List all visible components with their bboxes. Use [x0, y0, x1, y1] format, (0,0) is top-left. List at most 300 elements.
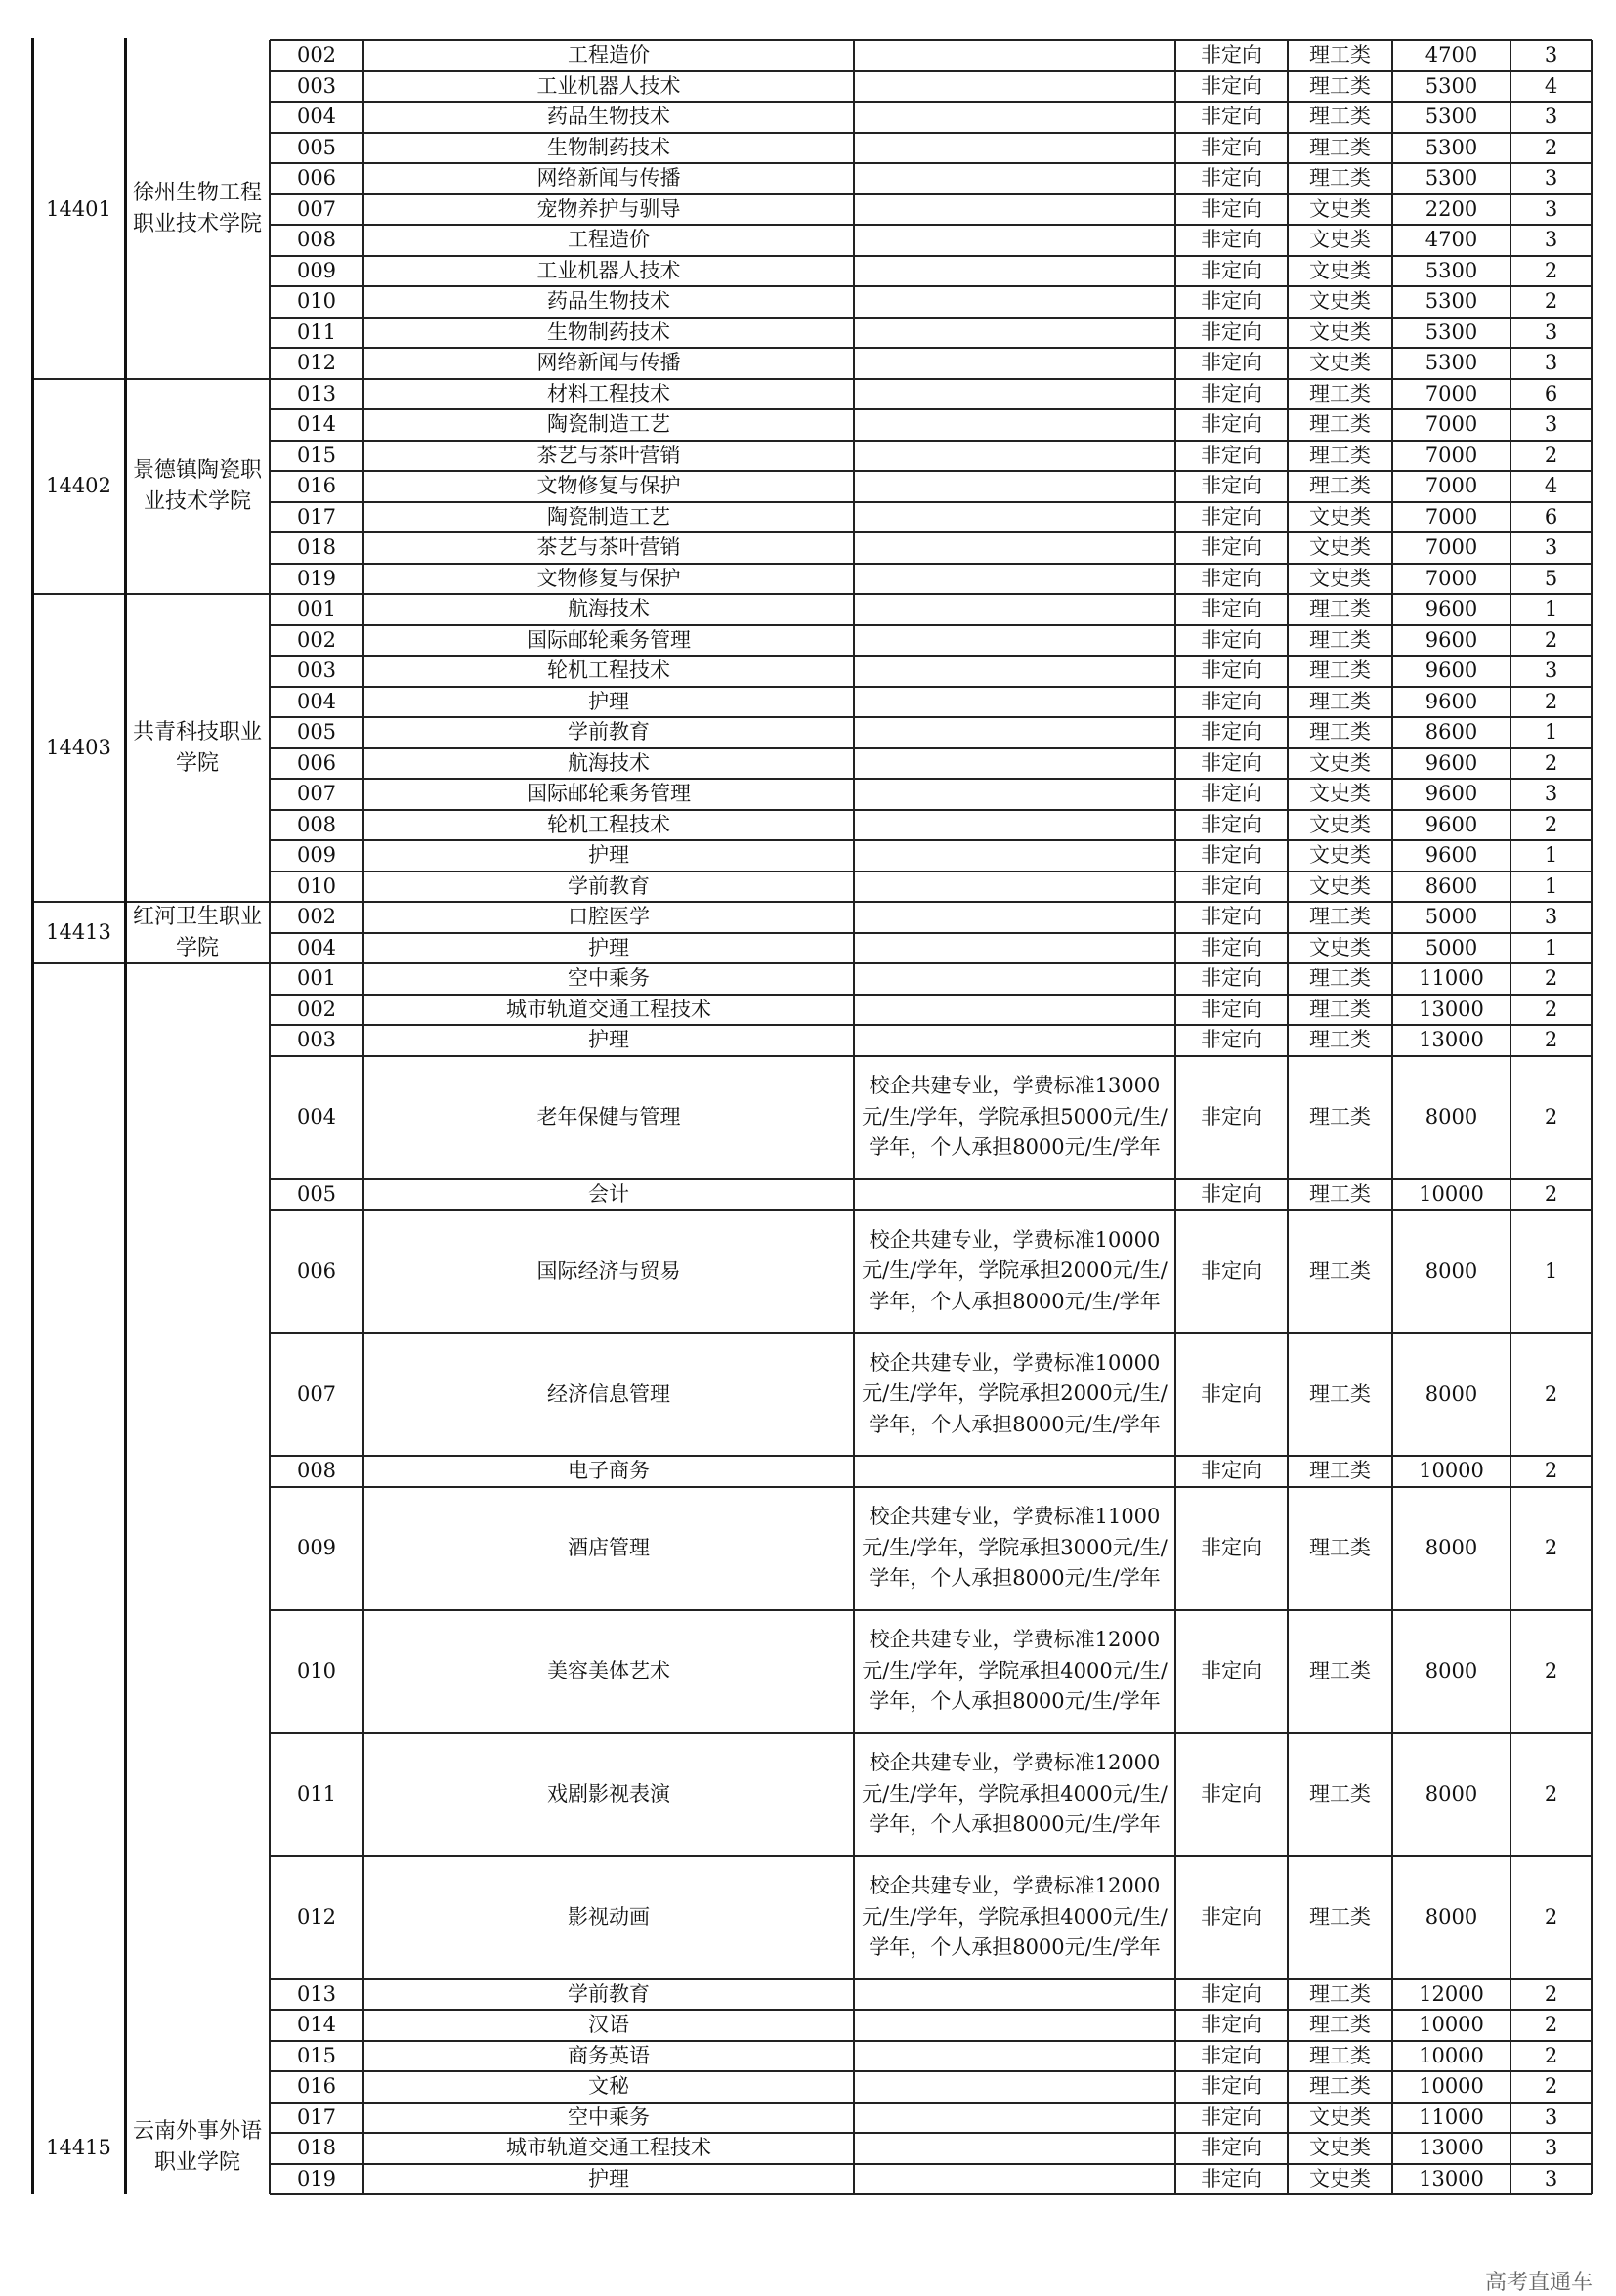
direction-cell: 非定向 [1201, 2136, 1262, 2160]
plan-count-cell: 3 [1544, 2166, 1558, 2190]
major-code-cell: 018 [296, 535, 337, 560]
category-cell: 理工类 [1309, 1536, 1371, 1559]
direction-cell: 非定向 [1201, 2166, 1262, 2190]
category-cell: 理工类 [1309, 1981, 1371, 2006]
direction-cell: 非定向 [1201, 659, 1262, 683]
major-code-cell: 016 [296, 474, 337, 498]
major-name-cell: 护理 [588, 689, 629, 713]
direction-cell: 非定向 [1201, 1459, 1262, 1483]
major-note-cell: 校企共建专业，学费标准10000元/生/学年，学院承担2000元/生/学年，个人承担8000元/生/学年 [862, 1227, 1168, 1313]
tuition-cell: 7000 [1425, 381, 1478, 405]
major-code-cell: 007 [296, 196, 337, 221]
category-cell: 理工类 [1309, 166, 1371, 191]
major-name-cell: 航海技术 [568, 597, 650, 621]
category-cell: 理工类 [1309, 443, 1371, 467]
major-name-cell: 护理 [588, 1028, 629, 1052]
category-cell: 文史类 [1309, 289, 1371, 314]
major-name-cell: 轮机工程技术 [547, 812, 670, 836]
direction-cell: 非定向 [1201, 258, 1262, 282]
plan-count-cell: 1 [1544, 843, 1558, 868]
plan-count-cell: 1 [1544, 935, 1558, 959]
direction-cell: 非定向 [1201, 750, 1262, 775]
tuition-cell: 5300 [1425, 289, 1478, 314]
direction-cell: 非定向 [1201, 782, 1262, 806]
direction-cell: 非定向 [1201, 73, 1262, 98]
category-cell: 理工类 [1309, 720, 1371, 744]
plan-count-cell: 3 [1544, 905, 1558, 929]
plan-count-cell: 3 [1544, 2105, 1558, 2129]
plan-count-cell: 2 [1544, 2013, 1558, 2037]
direction-cell: 非定向 [1201, 1981, 1262, 2006]
major-code-cell: 004 [296, 1105, 337, 1128]
category-cell: 文史类 [1309, 750, 1371, 775]
major-code-cell: 014 [296, 412, 337, 437]
plan-count-cell: 3 [1544, 166, 1558, 191]
category-cell: 理工类 [1309, 105, 1371, 129]
major-name-cell: 材料工程技术 [547, 381, 670, 405]
major-code-cell: 014 [296, 2013, 337, 2037]
major-code-cell: 005 [296, 720, 337, 744]
plan-count-cell: 5 [1544, 566, 1558, 590]
major-code-cell: 015 [296, 443, 337, 467]
direction-cell: 非定向 [1201, 1181, 1262, 1206]
major-name-cell: 城市轨道交通工程技术 [506, 2136, 711, 2160]
tuition-cell: 13000 [1419, 997, 1484, 1021]
direction-cell: 非定向 [1201, 105, 1262, 129]
direction-cell: 非定向 [1201, 166, 1262, 191]
tuition-cell: 5300 [1425, 73, 1478, 98]
direction-cell: 非定向 [1201, 319, 1262, 344]
direction-cell: 非定向 [1201, 43, 1262, 67]
column-divider [1391, 40, 1393, 2194]
category-cell: 文史类 [1309, 535, 1371, 560]
tuition-cell: 8000 [1425, 1105, 1478, 1128]
category-cell: 理工类 [1309, 997, 1371, 1021]
category-cell: 文史类 [1309, 196, 1371, 221]
major-name-cell: 网络新闻与传播 [536, 351, 681, 375]
direction-cell: 非定向 [1201, 443, 1262, 467]
direction-cell: 非定向 [1201, 1382, 1262, 1406]
major-code-cell: 007 [296, 782, 337, 806]
category-cell: 理工类 [1309, 1905, 1371, 1929]
major-code-cell: 004 [296, 105, 337, 129]
major-code-cell: 002 [296, 627, 337, 652]
tuition-cell: 5000 [1425, 905, 1478, 929]
category-cell: 理工类 [1309, 474, 1371, 498]
tuition-cell: 9600 [1425, 627, 1478, 652]
plan-count-cell: 2 [1544, 812, 1558, 836]
major-name-cell: 影视动画 [568, 1905, 650, 1929]
plan-count-cell: 3 [1544, 105, 1558, 129]
plan-count-cell: 2 [1544, 1659, 1558, 1682]
direction-cell: 非定向 [1201, 873, 1262, 898]
major-code-cell: 007 [296, 1382, 337, 1406]
plan-count-cell: 6 [1544, 504, 1558, 529]
major-code-cell: 019 [296, 566, 337, 590]
major-code-cell: 008 [296, 812, 337, 836]
category-cell: 理工类 [1309, 1782, 1371, 1806]
tuition-cell: 13000 [1419, 2166, 1484, 2190]
tuition-cell: 9600 [1425, 782, 1478, 806]
plan-count-cell: 3 [1544, 2136, 1558, 2160]
tuition-cell: 8000 [1425, 1905, 1478, 1929]
category-cell: 文史类 [1309, 935, 1371, 959]
category-cell: 理工类 [1309, 966, 1371, 991]
direction-cell: 非定向 [1201, 812, 1262, 836]
category-cell: 理工类 [1309, 659, 1371, 683]
major-code-cell: 002 [296, 905, 337, 929]
column-divider [269, 40, 271, 2194]
category-cell: 理工类 [1309, 627, 1371, 652]
major-name-cell: 老年保健与管理 [536, 1105, 681, 1128]
major-name-cell: 茶艺与茶叶营销 [536, 443, 681, 467]
major-code-cell: 016 [296, 2074, 337, 2099]
category-cell: 理工类 [1309, 1028, 1371, 1052]
major-name-cell: 文物修复与保护 [536, 566, 681, 590]
major-code-cell: 011 [296, 1782, 337, 1806]
major-name-cell: 生物制药技术 [547, 319, 670, 344]
category-cell: 理工类 [1309, 2043, 1371, 2067]
column-divider [362, 40, 364, 2194]
column-divider [1287, 40, 1289, 2194]
direction-cell: 非定向 [1201, 135, 1262, 159]
direction-cell: 非定向 [1201, 381, 1262, 405]
tuition-cell: 9600 [1425, 659, 1478, 683]
direction-cell: 非定向 [1201, 1536, 1262, 1559]
category-cell: 文史类 [1309, 566, 1371, 590]
major-name-cell: 工程造价 [568, 43, 650, 67]
major-name-cell: 生物制药技术 [547, 135, 670, 159]
major-name-cell: 茶艺与茶叶营销 [536, 535, 681, 560]
direction-cell: 非定向 [1201, 1659, 1262, 1682]
tuition-cell: 13000 [1419, 1028, 1484, 1052]
column-divider [124, 38, 127, 2194]
plan-count-cell: 3 [1544, 782, 1558, 806]
direction-cell: 非定向 [1201, 597, 1262, 621]
major-note-cell: 校企共建专业，学费标准13000元/生/学年，学院承担5000元/生/学年，个人承担8000元/生/学年 [862, 1074, 1168, 1160]
watermark: 高考直通车 [1484, 2271, 1593, 2295]
major-name-cell: 陶瓷制造工艺 [547, 504, 670, 529]
major-name-cell: 美容美体艺术 [547, 1659, 670, 1682]
tuition-cell: 5300 [1425, 258, 1478, 282]
tuition-cell: 10000 [1419, 2043, 1484, 2067]
direction-cell: 非定向 [1201, 535, 1262, 560]
major-note-cell: 校企共建专业，学费标准11000元/生/学年，学院承担3000元/生/学年，个人承担8000元/生/学年 [862, 1505, 1168, 1591]
column-divider [31, 38, 34, 2194]
category-cell: 文史类 [1309, 843, 1371, 868]
major-name-cell: 工业机器人技术 [536, 258, 681, 282]
category-cell: 文史类 [1309, 351, 1371, 375]
major-code-cell: 017 [296, 2105, 337, 2129]
plan-count-cell: 2 [1544, 135, 1558, 159]
major-name-cell: 工程造价 [568, 228, 650, 252]
major-name-cell: 学前教育 [568, 1981, 650, 2006]
tuition-cell: 2200 [1425, 196, 1478, 221]
major-code-cell: 009 [296, 258, 337, 282]
plan-count-cell: 1 [1544, 1258, 1558, 1283]
category-cell: 理工类 [1309, 412, 1371, 437]
direction-cell: 非定向 [1201, 2013, 1262, 2037]
tuition-cell: 8600 [1425, 873, 1478, 898]
tuition-cell: 12000 [1419, 1981, 1484, 2006]
major-code-cell: 010 [296, 1659, 337, 1682]
direction-cell: 非定向 [1201, 289, 1262, 314]
major-name-cell: 网络新闻与传播 [536, 166, 681, 191]
plan-count-cell: 2 [1544, 997, 1558, 1021]
tuition-cell: 4700 [1425, 228, 1478, 252]
plan-count-cell: 2 [1544, 258, 1558, 282]
major-note-cell: 校企共建专业，学费标准12000元/生/学年，学院承担4000元/生/学年，个人承担8000元/生/学年 [862, 1874, 1168, 1960]
major-code-cell: 001 [296, 966, 337, 991]
category-cell: 文史类 [1309, 782, 1371, 806]
tuition-cell: 8000 [1425, 1536, 1478, 1559]
tuition-cell: 8000 [1425, 1782, 1478, 1806]
plan-count-cell: 2 [1544, 1105, 1558, 1128]
tuition-cell: 8000 [1425, 1258, 1478, 1283]
major-note-cell: 校企共建专业，学费标准10000元/生/学年，学院承担2000元/生/学年，个人承担8000元/生/学年 [862, 1350, 1168, 1436]
plan-count-cell: 2 [1544, 966, 1558, 991]
major-code-cell: 010 [296, 289, 337, 314]
school-name-cell: 云南外事外语职业学院 [132, 2119, 262, 2175]
direction-cell: 非定向 [1201, 966, 1262, 991]
tuition-cell: 9600 [1425, 843, 1478, 868]
major-code-cell: 009 [296, 843, 337, 868]
plan-count-cell: 4 [1544, 474, 1558, 498]
major-name-cell: 文秘 [588, 2074, 629, 2099]
tuition-cell: 10000 [1419, 2074, 1484, 2099]
major-name-cell: 戏剧影视表演 [547, 1782, 670, 1806]
direction-cell: 非定向 [1201, 566, 1262, 590]
major-code-cell: 012 [296, 1905, 337, 1929]
category-cell: 理工类 [1309, 1659, 1371, 1682]
major-code-cell: 002 [296, 997, 337, 1021]
plan-count-cell: 2 [1544, 1905, 1558, 1929]
plan-count-cell: 1 [1544, 720, 1558, 744]
major-note-cell: 校企共建专业，学费标准12000元/生/学年，学院承担4000元/生/学年，个人承担8000元/生/学年 [862, 1628, 1168, 1714]
major-code-cell: 009 [296, 1536, 337, 1559]
tuition-cell: 11000 [1419, 2105, 1484, 2129]
tuition-cell: 7000 [1425, 412, 1478, 437]
category-cell: 理工类 [1309, 135, 1371, 159]
category-cell: 理工类 [1309, 597, 1371, 621]
major-code-cell: 017 [296, 504, 337, 529]
tuition-cell: 13000 [1419, 2136, 1484, 2160]
major-code-cell: 006 [296, 1258, 337, 1283]
major-code-cell: 018 [296, 2136, 337, 2160]
column-divider [853, 40, 855, 2194]
school-code-cell: 14413 [46, 920, 111, 944]
major-code-cell: 012 [296, 351, 337, 375]
plan-count-cell: 3 [1544, 228, 1558, 252]
plan-count-cell: 2 [1544, 1782, 1558, 1806]
major-code-cell: 011 [296, 319, 337, 344]
plan-count-cell: 2 [1544, 1536, 1558, 1559]
tuition-cell: 7000 [1425, 535, 1478, 560]
tuition-cell: 5300 [1425, 135, 1478, 159]
major-name-cell: 电子商务 [568, 1459, 650, 1483]
column-divider [1510, 40, 1511, 2194]
direction-cell: 非定向 [1201, 196, 1262, 221]
plan-count-cell: 6 [1544, 381, 1558, 405]
plan-count-cell: 1 [1544, 597, 1558, 621]
tuition-cell: 9600 [1425, 689, 1478, 713]
plan-count-cell: 3 [1544, 196, 1558, 221]
school-name-cell: 红河卫生职业学院 [132, 904, 262, 960]
major-name-cell: 宠物养护与驯导 [536, 196, 681, 221]
plan-count-cell: 3 [1544, 535, 1558, 560]
plan-count-cell: 3 [1544, 351, 1558, 375]
major-code-cell: 005 [296, 1181, 337, 1206]
direction-cell: 非定向 [1201, 689, 1262, 713]
school-code-cell: 14415 [46, 2135, 111, 2159]
school-name-cell: 共青科技职业学院 [132, 719, 262, 776]
major-name-cell: 空中乘务 [568, 2105, 650, 2129]
plan-count-cell: 1 [1544, 873, 1558, 898]
tuition-cell: 7000 [1425, 566, 1478, 590]
major-name-cell: 汉语 [588, 2013, 629, 2037]
direction-cell: 非定向 [1201, 997, 1262, 1021]
tuition-cell: 8600 [1425, 720, 1478, 744]
direction-cell: 非定向 [1201, 935, 1262, 959]
plan-count-cell: 3 [1544, 319, 1558, 344]
tuition-cell: 7000 [1425, 504, 1478, 529]
tuition-cell: 7000 [1425, 443, 1478, 467]
direction-cell: 非定向 [1201, 627, 1262, 652]
category-cell: 文史类 [1309, 258, 1371, 282]
category-cell: 文史类 [1309, 2136, 1371, 2160]
school-name-cell: 景德镇陶瓷职业技术学院 [132, 457, 262, 514]
category-cell: 文史类 [1309, 504, 1371, 529]
major-name-cell: 学前教育 [568, 873, 650, 898]
direction-cell: 非定向 [1201, 1782, 1262, 1806]
major-name-cell: 学前教育 [568, 720, 650, 744]
direction-cell: 非定向 [1201, 2105, 1262, 2129]
category-cell: 理工类 [1309, 2013, 1371, 2037]
major-name-cell: 工业机器人技术 [536, 73, 681, 98]
direction-cell: 非定向 [1201, 228, 1262, 252]
major-code-cell: 006 [296, 750, 337, 775]
direction-cell: 非定向 [1201, 1105, 1262, 1128]
major-code-cell: 006 [296, 166, 337, 191]
direction-cell: 非定向 [1201, 720, 1262, 744]
major-code-cell: 013 [296, 381, 337, 405]
major-code-cell: 010 [296, 873, 337, 898]
tuition-cell: 10000 [1419, 2013, 1484, 2037]
plan-count-cell: 2 [1544, 2074, 1558, 2099]
category-cell: 理工类 [1309, 1459, 1371, 1483]
direction-cell: 非定向 [1201, 2074, 1262, 2099]
major-name-cell: 护理 [588, 935, 629, 959]
plan-count-cell: 2 [1544, 443, 1558, 467]
major-name-cell: 陶瓷制造工艺 [547, 412, 670, 437]
direction-cell: 非定向 [1201, 1258, 1262, 1283]
major-code-cell: 008 [296, 1459, 337, 1483]
column-divider [1174, 40, 1176, 2194]
direction-cell: 非定向 [1201, 412, 1262, 437]
major-code-cell: 019 [296, 2166, 337, 2190]
tuition-cell: 10000 [1419, 1181, 1484, 1206]
tuition-cell: 5300 [1425, 105, 1478, 129]
category-cell: 文史类 [1309, 2166, 1371, 2190]
category-cell: 理工类 [1309, 905, 1371, 929]
plan-count-cell: 2 [1544, 1981, 1558, 2006]
category-cell: 理工类 [1309, 381, 1371, 405]
plan-count-cell: 2 [1544, 750, 1558, 775]
major-name-cell: 轮机工程技术 [547, 659, 670, 683]
table-right-border [1591, 40, 1593, 2194]
category-cell: 理工类 [1309, 43, 1371, 67]
tuition-cell: 5000 [1425, 935, 1478, 959]
direction-cell: 非定向 [1201, 905, 1262, 929]
plan-count-cell: 2 [1544, 1382, 1558, 1406]
category-cell: 文史类 [1309, 2105, 1371, 2129]
tuition-cell: 9600 [1425, 597, 1478, 621]
major-code-cell: 001 [296, 597, 337, 621]
major-name-cell: 药品生物技术 [547, 105, 670, 129]
category-cell: 理工类 [1309, 73, 1371, 98]
category-cell: 理工类 [1309, 1105, 1371, 1128]
category-cell: 文史类 [1309, 812, 1371, 836]
tuition-cell: 7000 [1425, 474, 1478, 498]
direction-cell: 非定向 [1201, 2043, 1262, 2067]
school-code-cell: 14402 [46, 474, 111, 498]
major-name-cell: 国际经济与贸易 [536, 1258, 681, 1283]
plan-count-cell: 2 [1544, 1459, 1558, 1483]
category-cell: 理工类 [1309, 1181, 1371, 1206]
school-name-cell: 徐州生物工程职业技术学院 [132, 181, 262, 237]
plan-count-cell: 2 [1544, 1028, 1558, 1052]
tuition-cell: 9600 [1425, 812, 1478, 836]
major-name-cell: 空中乘务 [568, 966, 650, 991]
category-cell: 文史类 [1309, 319, 1371, 344]
major-code-cell: 004 [296, 689, 337, 713]
plan-count-cell: 2 [1544, 289, 1558, 314]
major-code-cell: 015 [296, 2043, 337, 2067]
major-name-cell: 药品生物技术 [547, 289, 670, 314]
plan-count-cell: 3 [1544, 43, 1558, 67]
major-name-cell: 酒店管理 [568, 1536, 650, 1559]
major-name-cell: 国际邮轮乘务管理 [527, 782, 691, 806]
direction-cell: 非定向 [1201, 474, 1262, 498]
major-code-cell: 013 [296, 1981, 337, 2006]
plan-count-cell: 2 [1544, 689, 1558, 713]
major-name-cell: 城市轨道交通工程技术 [506, 997, 711, 1021]
major-code-cell: 003 [296, 659, 337, 683]
direction-cell: 非定向 [1201, 1905, 1262, 1929]
table-bottom-border [270, 2193, 1592, 2195]
plan-count-cell: 3 [1544, 412, 1558, 437]
tuition-cell: 8000 [1425, 1659, 1478, 1682]
major-code-cell: 003 [296, 1028, 337, 1052]
plan-count-cell: 2 [1544, 1181, 1558, 1206]
plan-count-cell: 3 [1544, 659, 1558, 683]
school-code-cell: 14403 [46, 736, 111, 759]
tuition-cell: 8000 [1425, 1382, 1478, 1406]
tuition-cell: 5300 [1425, 166, 1478, 191]
major-code-cell: 003 [296, 73, 337, 98]
major-name-cell: 口腔医学 [568, 905, 650, 929]
tuition-cell: 9600 [1425, 750, 1478, 775]
plan-count-cell: 2 [1544, 2043, 1558, 2067]
plan-count-cell: 2 [1544, 627, 1558, 652]
major-code-cell: 008 [296, 228, 337, 252]
direction-cell: 非定向 [1201, 504, 1262, 529]
direction-cell: 非定向 [1201, 843, 1262, 868]
category-cell: 文史类 [1309, 873, 1371, 898]
major-name-cell: 护理 [588, 2166, 629, 2190]
major-name-cell: 文物修复与保护 [536, 474, 681, 498]
plan-count-cell: 4 [1544, 73, 1558, 98]
